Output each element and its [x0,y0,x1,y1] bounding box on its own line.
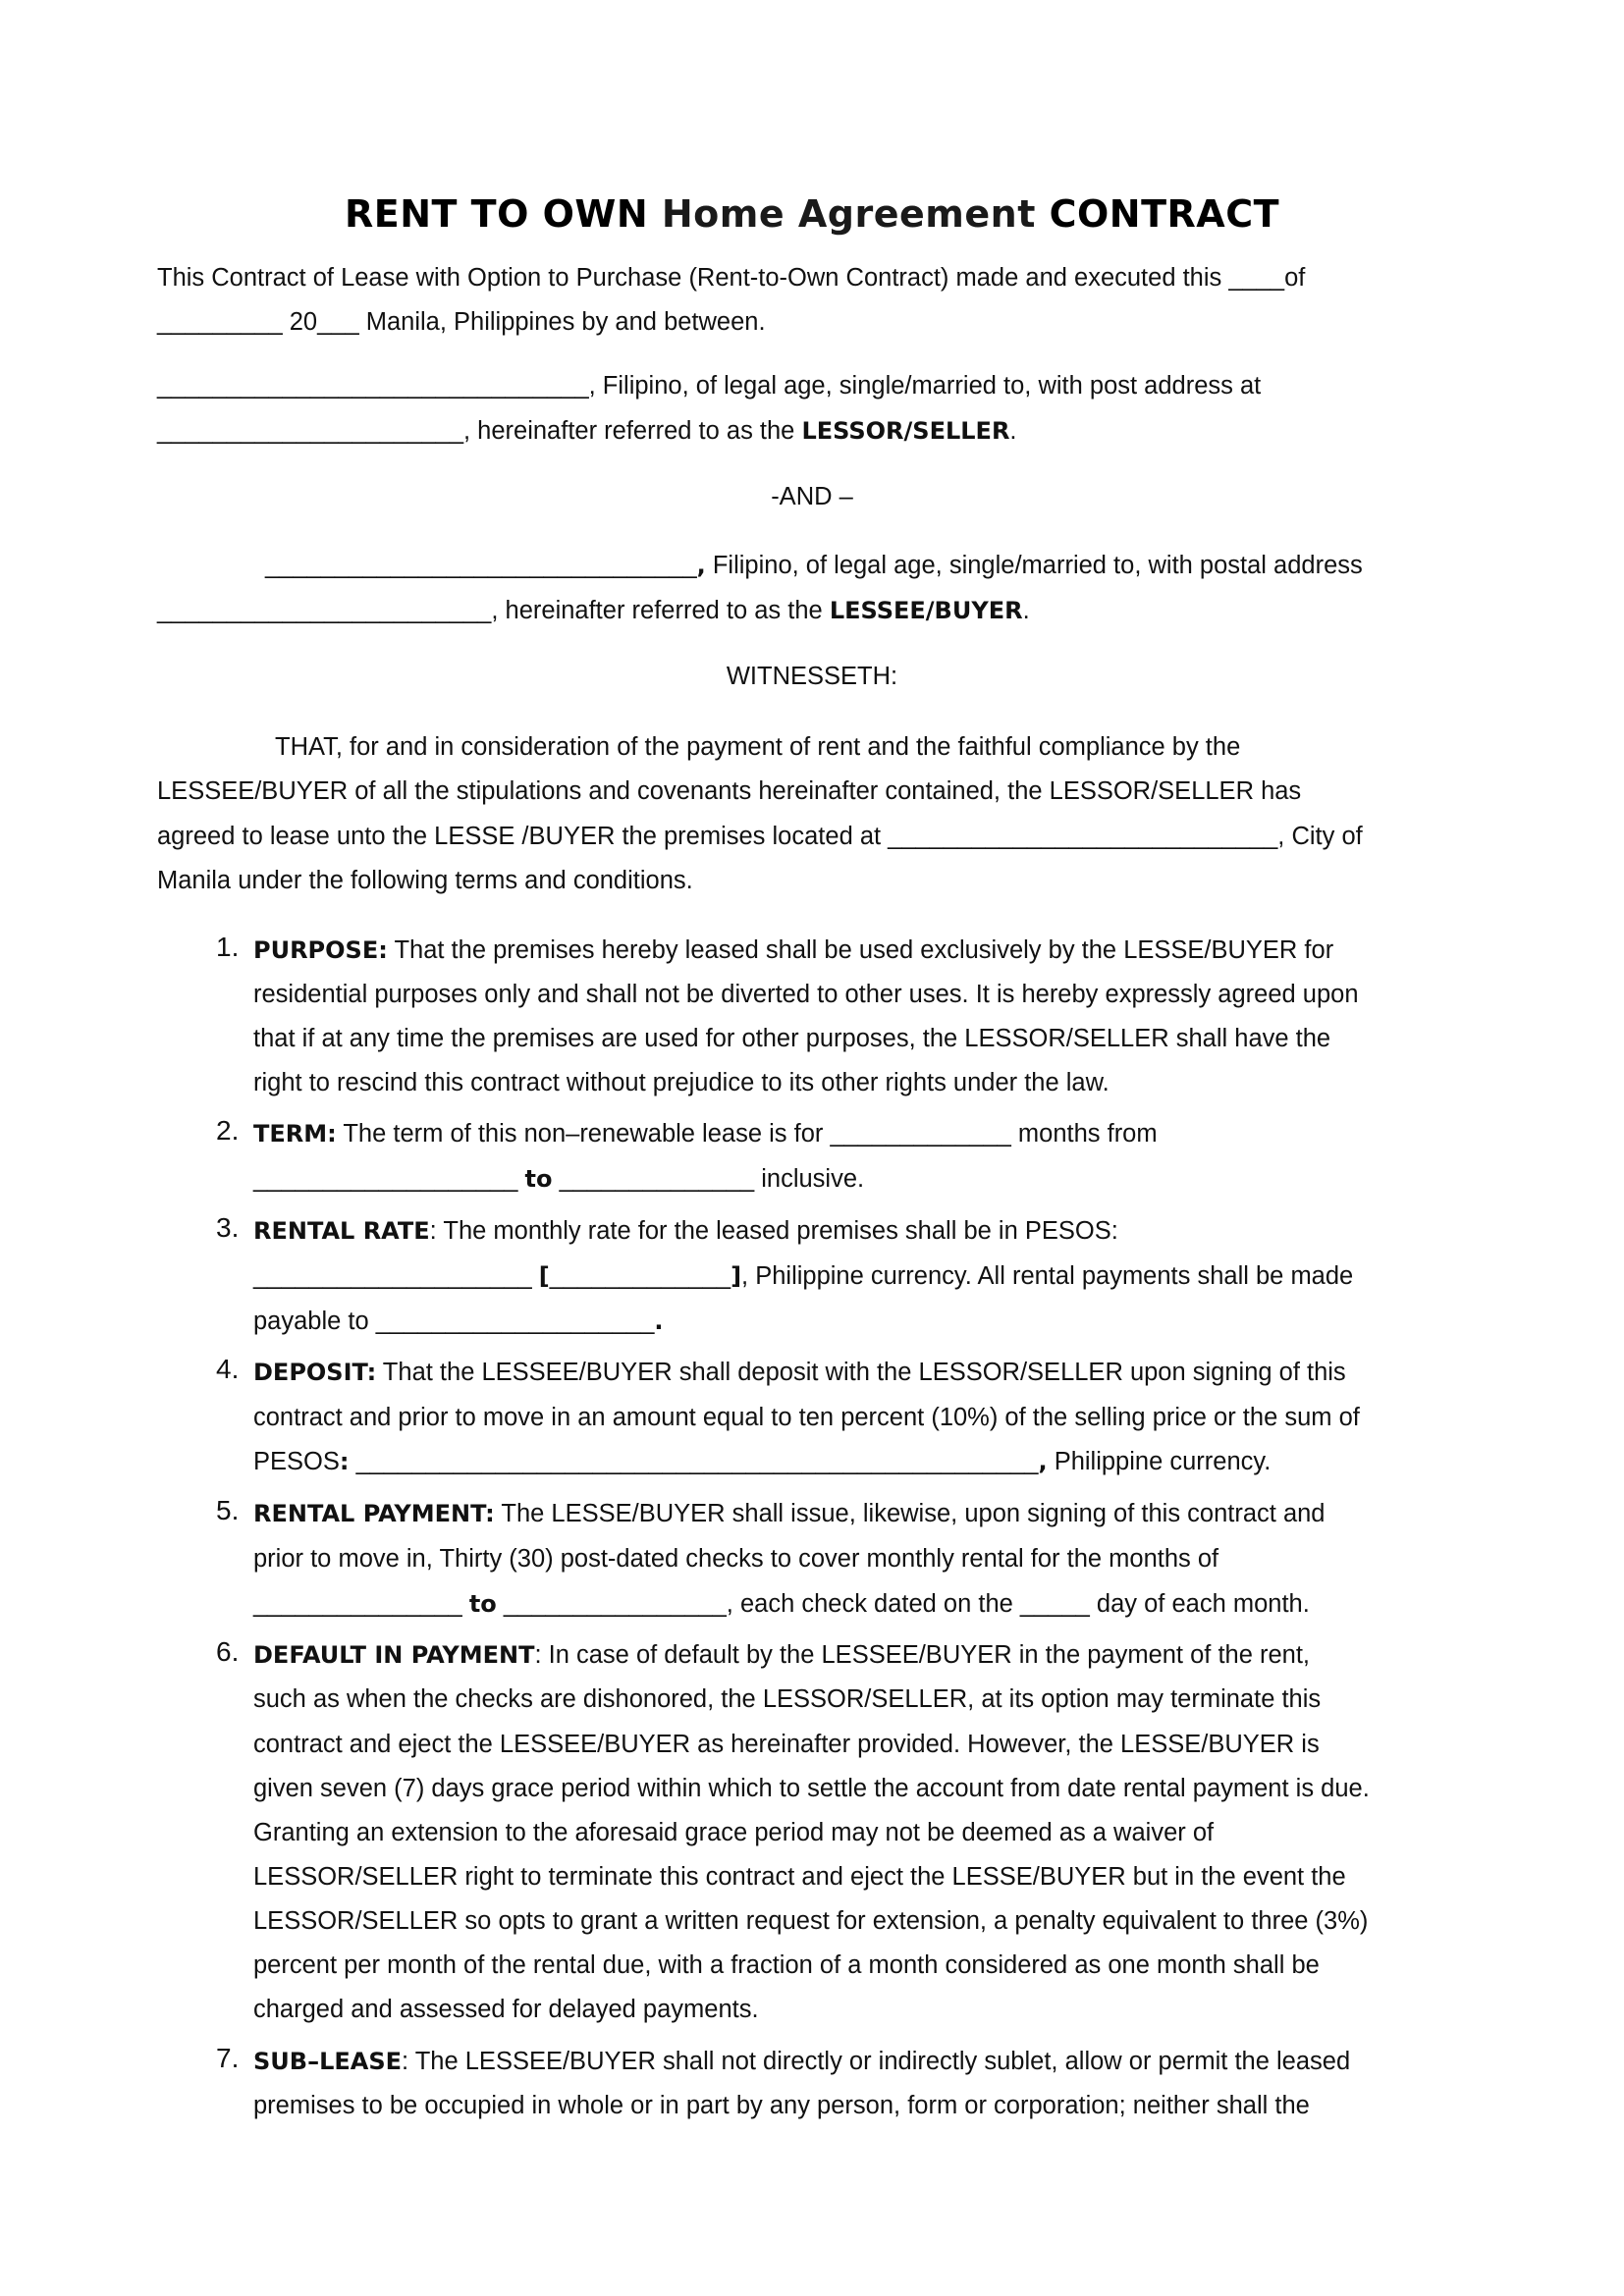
rental-amount-words-blank: ____________________ [253,1262,539,1290]
clause-7-heading: SUB–LEASE [253,2048,403,2075]
clause-4-line-3 [253,1447,1271,1476]
lessee-comma: , [696,552,706,579]
clause-7-text: : The LESSEE/BUYER shall not directly or indirectly sublet, allow or permit the leased [402,2048,1351,2075]
clause-3-text: : The monthly rate for the leased premises shall be in PESOS: [429,1217,1118,1245]
lessee-line-2 [157,596,1030,625]
period: . [654,1308,664,1335]
clause-1-line-4: right to rescind this contract without prejudice to its other rights under the law. [253,1069,1110,1096]
clause-4-text: That the LESSEE/BUYER shall deposit with the LESSOR/SELLER upon signing of this [376,1359,1346,1386]
comma: , [1038,1448,1048,1475]
clause-3-line-3 [253,1307,664,1336]
clause-5-line-1 [253,1499,1326,1528]
witnesseth-heading: WITNESSETH: [726,663,898,690]
term-start-blank: ___________________ [253,1165,525,1193]
clause-1-line-3: that if at any time the premises are used for other purposes, the LESSOR/SELLER shall have the [253,1025,1331,1052]
clause-6-line-7: LESSOR/SELLER so opts to grant a written request for extension, a penalty equivalent to three (3%) [253,1907,1369,1935]
deposit-amount-blank: _________________________________________________ [349,1448,1039,1475]
lessor-line-2-end: . [1009,417,1017,445]
title-part-2: Home Agreement [661,192,1036,236]
clause-1-line-1 [253,935,1333,965]
clause-1-line-2: residential purposes only and shall not be diverted to other uses. It is hereby expressly agreed upon [253,981,1359,1008]
lessee-name-blank: _______________________________ [265,552,697,579]
clause-4-line-3-text: Philippine currency. [1047,1448,1272,1475]
clause-3-line-2 [253,1261,1353,1291]
term-to: to [524,1165,553,1193]
clause-6-line-3: contract and eject the LESSEE/BUYER as hereinafter provided. However, the LESSE/BUYER is [253,1731,1320,1758]
clause-2-line-2 [253,1164,864,1194]
clause-4-number: 4. [216,1354,240,1384]
pesos-label: PESOS [253,1448,340,1475]
clause-5-line-3 [253,1589,1310,1619]
clause-2-heading: TERM: [253,1120,337,1148]
title-part-1: RENT TO OWN [344,192,649,236]
lessee-line-2-text: ________________________, hereinafter referred to as the [157,597,830,624]
clause-5-text: The LESSE/BUYER shall issue, likewise, upon signing of this contract and [494,1500,1326,1527]
months-to: to [468,1590,497,1618]
clause-7-line-2: premises to be occupied in whole or in part by any person, form or corporation; neither shall the [253,2092,1310,2119]
months-start-blank: _______________ [253,1590,469,1618]
clause-2-line-1 [253,1119,1158,1148]
lessee-label: LESSEE/BUYER [829,597,1023,624]
document-title [0,192,1624,236]
payable-to-blank: payable to ____________________ [253,1308,655,1335]
title-part-3: CONTRACT [1049,192,1280,236]
rental-amount-figures-blank: _____________ [549,1262,731,1290]
clause-6-line-8: percent per month of the rental due, with a fraction of a month considered as one month shall be [253,1951,1320,1979]
clause-2-text: The term of this non–renewable lease is for _____________ months from [336,1120,1158,1148]
clause-6-heading: DEFAULT IN PAYMENT [253,1641,535,1669]
intro-line-2: _________ 20___ Manila, Philippines by and between. [157,308,766,336]
clause-6-line-6: LESSOR/SELLER right to terminate this contract and eject the LESSE/BUYER but in the event the [253,1863,1346,1891]
clause-5-line-2: prior to move in, Thirty (30) post-dated checks to cover monthly rental for the months of [253,1545,1219,1573]
bracket-close: ] [731,1262,742,1290]
clause-3-number: 3. [216,1212,240,1243]
clause-6-line-2: such as when the checks are dishonored, the LESSOR/SELLER, at its option may terminate this [253,1685,1322,1713]
clause-3-line-2-text: , Philippine currency. All rental payments shall be made [741,1262,1354,1290]
consideration-line-1: THAT, for and in consideration of the payment of rent and the faithful compliance by the [275,733,1241,761]
lessor-line-2-text: ______________________, hereinafter referred to as the [157,417,802,445]
consideration-line-2: LESSEE/BUYER of all the stipulations and covenants hereinafter contained, the LESSOR/SELLER has [157,777,1302,805]
colon: : [339,1448,350,1475]
term-end-blank: ______________ inclusive. [552,1165,865,1193]
months-end-blank: ________________, each check dated on the _____ day of each month. [496,1590,1310,1618]
clause-1-heading: PURPOSE: [253,936,388,964]
clause-6-text: : In case of default by the LESSEE/BUYER in the payment of the rent, [534,1641,1311,1669]
clause-4-heading: DEPOSIT: [253,1359,377,1386]
clause-1-number: 1. [216,932,240,962]
lessee-line-2-end: . [1022,597,1030,624]
consideration-line-3: agreed to lease unto the LESSE /BUYER the premises located at ____________________________, City of [157,823,1363,850]
lessee-line-1 [265,551,1363,580]
lessor-label: LESSOR/SELLER [801,417,1010,445]
bracket-open: [ [538,1262,550,1290]
clause-6-line-1 [253,1640,1310,1670]
clause-6-line-9: charged and assessed for delayed payments. [253,1996,759,2023]
consideration-line-4: Manila under the following terms and conditions. [157,867,693,894]
clause-5-heading: RENTAL PAYMENT: [253,1500,495,1527]
clause-6-line-4: given seven (7) days grace period within which to settle the account from date rental payment is due. [253,1775,1370,1802]
clause-5-number: 5. [216,1495,240,1525]
clause-4-line-2: contract and prior to move in an amount equal to ten percent (10%) of the selling price or the sum of [253,1404,1360,1431]
intro-line-1: This Contract of Lease with Option to Purchase (Rent-to-Own Contract) made and executed this ____of [157,264,1306,292]
clause-6-line-5: Granting an extension to the aforesaid grace period may not be deemed as a waiver of [253,1819,1215,1846]
lessee-line-1-text: Filipino, of legal age, single/married to, with postal address [705,552,1363,579]
clause-7-number: 7. [216,2043,240,2073]
clause-6-number: 6. [216,1636,240,1667]
lessor-line-1: _______________________________, Filipino, of legal age, single/married to, with post address at [157,372,1262,400]
clause-7-line-1 [253,2047,1350,2076]
lessor-line-2 [157,416,1017,446]
clause-4-line-1 [253,1358,1346,1387]
clause-3-heading: RENTAL RATE [253,1217,430,1245]
clause-1-text: That the premises hereby leased shall be used exclusively by the LESSE/BUYER for [387,936,1334,964]
clause-2-number: 2. [216,1115,240,1146]
and-separator: -AND – [771,483,853,510]
clause-3-line-1 [253,1216,1118,1246]
